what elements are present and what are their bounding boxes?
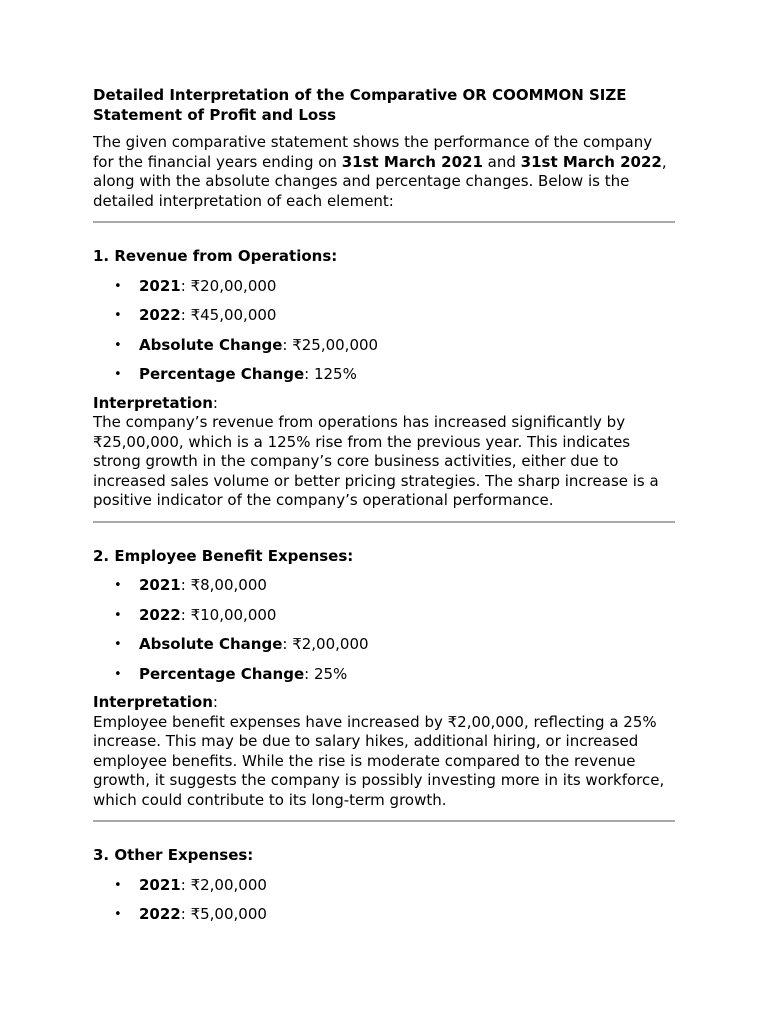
section-divider [93,820,675,822]
item-value: : ₹20,00,000 [180,276,277,295]
section-divider [93,221,675,223]
intro-date-2021: 31st March 2021 [341,152,483,171]
list-item [93,606,675,626]
bullet-icon: • [114,607,122,623]
list-item [93,905,675,925]
section-divider [93,521,675,523]
item-label: Percentage Change [139,664,305,683]
intro-text-3: , along with the absolute changes and percentage changes. Below is the detailed interpretation of each element: [93,152,667,210]
list-item [93,576,675,596]
item-label: Absolute Change [139,335,283,354]
item-label: 2021 [139,576,181,594]
intro-text-2: and [482,152,521,171]
bullet-icon: • [114,337,122,353]
item-value: : ₹45,00,000 [180,306,277,324]
list-item [93,336,675,356]
bullet-list-revenue [93,277,675,385]
list-item [93,277,675,297]
section-heading-employee-benefits: 2. Employee Benefit Expenses: [93,546,354,565]
intro-date-2022: 31st March 2022 [520,152,662,171]
document-title: Detailed Interpretation of the Comparative OR COOMMON SIZE Statement of Profit and Loss [93,86,627,124]
intro-paragraph [93,133,675,211]
list-item [93,665,675,685]
list-item [93,306,675,326]
bullet-icon: • [114,907,122,922]
bullet-list-other-expenses [93,876,675,925]
interpretation-text: The company’s revenue from operations has increased significantly by ₹25,00,000, which is a 125% rise from the previous year. This indicates strong growth in the company’s core business activities, either due to increased sales volume or better pricing strategies. The sharp increase is a positive indicator of the company’s operational performance. [93,413,659,509]
bullet-icon: • [114,666,122,682]
bullet-icon: • [114,308,122,323]
list-item [93,876,675,896]
item-label: 2022 [139,306,181,324]
item-value: : ₹2,00,000 [282,635,369,653]
interpretation-label: Interpretation [93,393,213,412]
item-label: 2021 [139,276,181,295]
bullet-icon: • [114,367,122,382]
item-value: : ₹10,00,000 [180,605,277,624]
item-value: : 25% [304,664,348,683]
item-value: : ₹25,00,000 [282,335,379,354]
section-heading-other-expenses: 3. Other Expenses: [93,846,254,864]
bullet-icon: • [114,877,122,893]
bullet-icon: • [114,278,122,294]
item-value: : 125% [304,365,357,383]
intro-text-1: The given comparative statement shows the performance of the company for the financial years ending on [93,133,653,171]
item-label: Absolute Change [139,635,283,653]
interpretation-colon: : [212,393,218,412]
item-value: : ₹2,00,000 [180,875,267,894]
item-label: Percentage Change [139,365,305,383]
interpretation-label: Interpretation [93,693,213,711]
bullet-list-employee-benefits [93,576,675,684]
interpretation-text: Employee benefit expenses have increased by ₹2,00,000, reflecting a 25% increase. This may be due to salary hikes, additional hiring, or increased employee benefits. While the rise is moderate compared to the revenue growth, it suggests the company is possibly investing more in its workforce, which could contribute to its long-term growth. [93,712,665,809]
document-page [93,86,675,925]
item-label: 2021 [139,875,181,894]
interpretation-heading [93,394,675,414]
list-item [93,365,675,385]
item-label: 2022 [139,605,181,624]
bullet-icon: • [114,637,122,652]
item-value: : ₹5,00,000 [180,905,267,923]
interpretation-colon: : [212,693,218,711]
section-heading-revenue: 1. Revenue from Operations: [93,247,338,265]
bullet-icon: • [114,578,122,593]
item-value: : ₹8,00,000 [180,576,267,594]
list-item [93,635,675,655]
item-label: 2022 [139,905,181,923]
interpretation-heading [93,693,675,713]
